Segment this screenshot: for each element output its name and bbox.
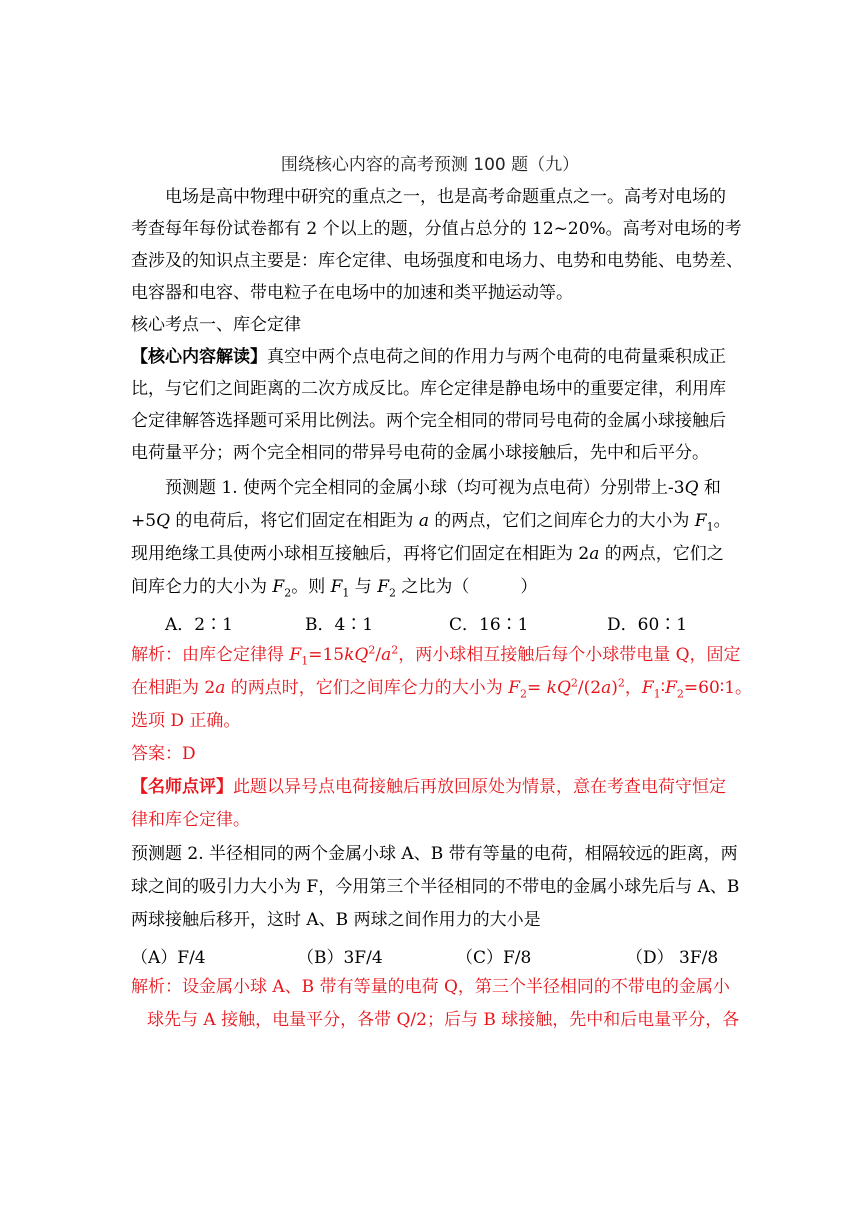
q1-subscript: 2 — [284, 586, 292, 600]
interpretation-line-3: 仑定律解答选择题可采用比例法。两个完全相同的带同号电荷的金属小球接触后 — [131, 411, 726, 431]
intro-line-1: 电场是高中物理中研究的重点之一，也是高考命题重点之一。高考对电场的 — [165, 187, 726, 207]
interpretation-tag: 【核心内容解读】 — [131, 347, 267, 367]
a1-subscript: 2 — [676, 687, 684, 701]
a1-text: 在相距为 2 — [131, 678, 216, 698]
q1-text: 间库仑力的大小为 — [131, 577, 273, 597]
interpretation-line-2: 比，与它们之间距离的二次方成反比。库仑定律是静电场中的重要定律，利用库 — [131, 379, 726, 399]
a1-text: 的两点时，它们之间库仑力的大小为 — [225, 678, 509, 698]
q1-subscript: 1 — [342, 586, 350, 600]
intro-line-4: 电容器和电容、带电粒子在电场中的加速和类平抛运动等。 — [131, 283, 573, 303]
a1-superscript: 2 — [617, 676, 625, 690]
a1-text: ) — [611, 678, 618, 698]
q1-var: a — [589, 544, 600, 564]
a1-line-3: 选项 D 正确。 — [131, 711, 241, 731]
q1-var: Q — [684, 478, 699, 498]
a1-var: F — [665, 678, 677, 698]
a1-text: =15 — [308, 645, 345, 665]
comment-text: 此题以异号点电荷接触后再放回原处为情景，意在考查电荷守恒定 — [233, 777, 726, 797]
q2-line-3: 两球接触后移开，这时 A、B 两球之间作用力的大小是 — [131, 910, 541, 930]
q2-option-b: （B）3F/4 — [297, 948, 383, 968]
a1-var: a — [215, 678, 226, 698]
a1-var: a — [601, 678, 612, 698]
interpretation-text: 真空中两个点电荷之间的作用力与两个电荷的电荷量乘积成正 — [267, 347, 726, 367]
q1-text: 之比为（ ） — [396, 577, 538, 597]
q1-line-1 — [165, 478, 721, 498]
comment-tag: 【名师点评】 — [131, 777, 233, 797]
q1-text: 现用绝缘工具使两小球相互接触后，再将它们固定在相距为 2 — [131, 544, 590, 564]
q1-subscript: 2 — [389, 586, 397, 600]
q1-line-3 — [131, 544, 724, 564]
a1-var: kQ — [546, 678, 571, 698]
intro-line-2: 考查每年每份试卷都有 2 个以上的题，分值占总分的 12~20%。高考对电场的考 — [131, 219, 742, 239]
a1-superscript: 2 — [368, 643, 376, 657]
a1-answer: 答案：D — [131, 744, 196, 764]
q1-option-d: D．60∶1 — [607, 615, 688, 635]
a1-var: F — [289, 645, 302, 665]
a1-subscript: 1 — [653, 687, 661, 701]
q2-option-c: （C）F/8 — [456, 948, 532, 968]
q1-option-b: B．4∶1 — [305, 615, 374, 635]
q1-text: 预测题 1. 使两个完全相同的金属小球（均可视为点电荷）分别带上-3 — [165, 478, 685, 498]
a1-line-2 — [131, 676, 753, 701]
a1-var: F — [641, 678, 654, 698]
q2-option-a: （A）F/4 — [131, 948, 206, 968]
a1-text: / — [375, 645, 382, 665]
q1-text: 。则 — [291, 577, 331, 597]
q1-var: F — [377, 577, 390, 597]
a1-superscript: 2 — [391, 643, 399, 657]
q1-var: a — [418, 511, 429, 531]
a1-text: =60∶1。 — [683, 678, 753, 698]
a2-line-1: 解析：设金属小球 A、B 带有等量的电荷 Q，第三个半径相同的不带电的金属小 — [131, 977, 730, 997]
q1-var: F — [694, 511, 707, 531]
a1-var: a — [381, 645, 392, 665]
a1-text: ， — [624, 678, 642, 698]
interpretation-line-1 — [131, 347, 726, 367]
a1-subscript: 1 — [301, 654, 309, 668]
a1-text: = — [526, 678, 547, 698]
a1-subscript: 2 — [519, 687, 527, 701]
q1-line-4 — [131, 577, 538, 600]
q1-subscript: 1 — [706, 520, 714, 534]
a1-text: /(2 — [577, 678, 602, 698]
q2-line-1: 预测题 2. 半径相同的两个金属小球 A、B 带有等量的电荷，相隔较远的距离，两 — [131, 844, 738, 864]
q1-text: 的电荷后，将它们固定在相距为 — [170, 511, 419, 531]
q1-var: F — [330, 577, 343, 597]
q1-option-c: C．16∶1 — [449, 615, 529, 635]
q2-option-d: （D） 3F/8 — [626, 948, 719, 968]
intro-line-3: 查涉及的知识点主要是：库仑定律、电场强度和电场力、电势和电势能、电势差、 — [131, 251, 743, 271]
q1-text: +5 — [131, 511, 157, 531]
q2-line-2: 球之间的吸引力大小为 F，今用第三个半径相同的不带电的金属小球先后与 A、B — [131, 877, 740, 897]
a1-text: ，两小球相互接触后每个小球带电量 Q，固定 — [398, 645, 741, 665]
q1-var: F — [272, 577, 285, 597]
q1-text: 与 — [349, 577, 378, 597]
a1-var: kQ — [344, 645, 369, 665]
q1-text: 的两点，它们之间库仑力的大小为 — [428, 511, 695, 531]
page-title: 围绕核心内容的高考预测 100 题（九） — [280, 155, 580, 175]
a2-line-2: 球先与 A 接触，电量平分，各带 Q/2；后与 B 球接触，先中和后电量平分，各 — [147, 1010, 740, 1030]
q1-text: 。 — [713, 511, 731, 531]
q1-line-2 — [131, 511, 731, 534]
q1-text: 的两点，它们之 — [599, 544, 724, 564]
q1-option-a: A．2∶1 — [165, 615, 233, 635]
section-heading: 核心考点一、库仑定律 — [131, 315, 301, 335]
a1-text: ∶ — [660, 678, 666, 698]
interpretation-line-4: 电荷量平分；两个完全相同的带异号电荷的金属小球接触后，先中和后平分。 — [131, 443, 709, 463]
a1-superscript: 2 — [570, 676, 578, 690]
q1-text: 和 — [698, 478, 721, 498]
a1-comment-line-2: 律和库仑定律。 — [131, 810, 250, 830]
a1-var: F — [508, 678, 520, 698]
a1-comment-line-1 — [131, 777, 726, 797]
a1-text: 解析：由库仑定律得 — [131, 645, 290, 665]
a1-line-1 — [131, 643, 741, 668]
q1-var: Q — [156, 511, 170, 531]
